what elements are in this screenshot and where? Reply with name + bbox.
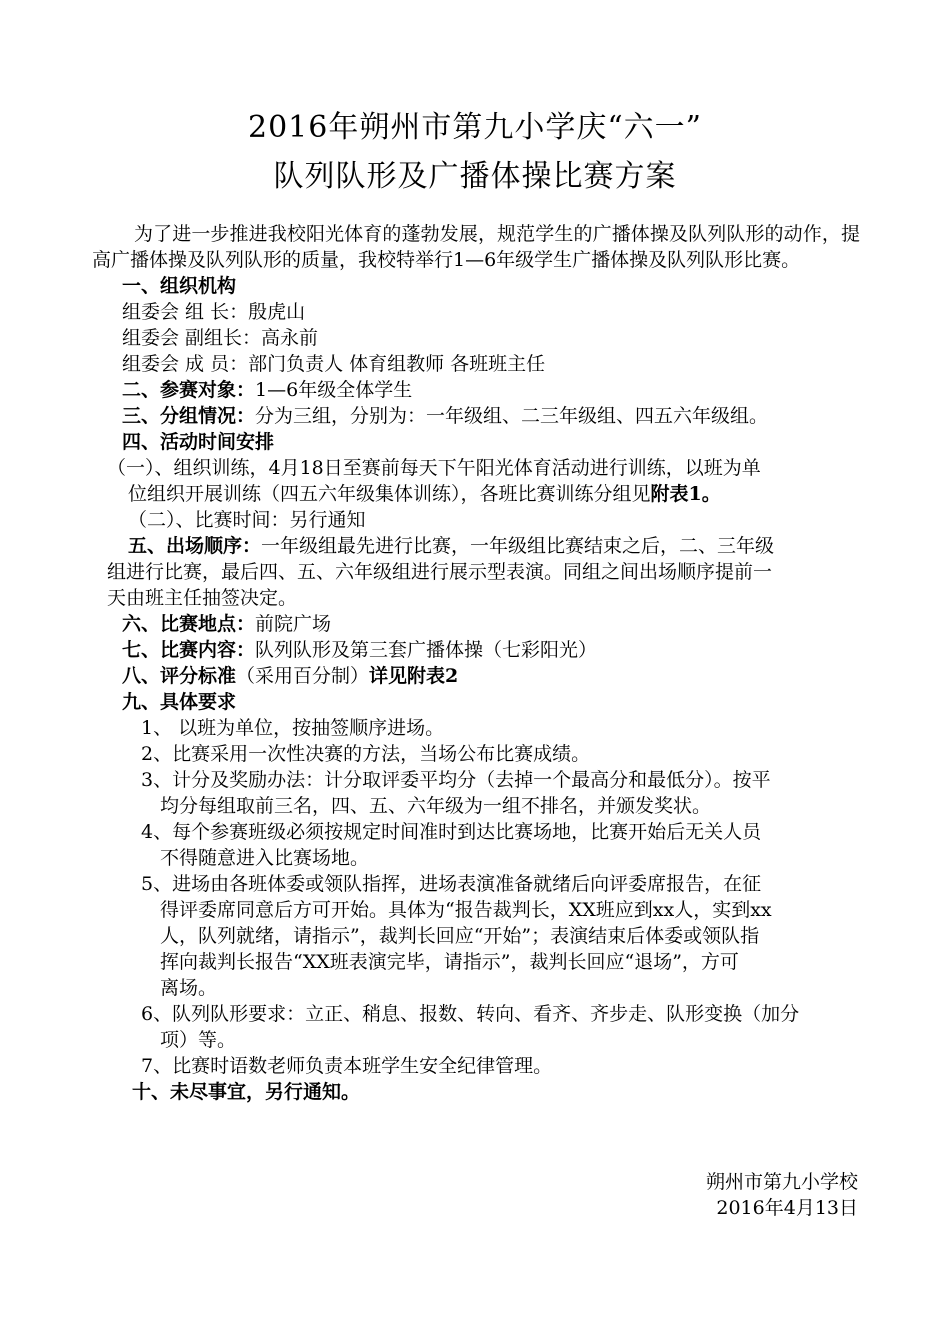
appendix-1-ref: 附表1。 bbox=[650, 483, 721, 505]
section-10-heading: 十、未尽事宜，另行通知。 bbox=[132, 1081, 361, 1103]
section-8-heading: 八、评分标准 bbox=[122, 665, 237, 687]
requirement-5-line-5: 离场。 bbox=[160, 977, 218, 999]
section-4-item-1-text: 位组织开展训练（四五六年级集体训练），各班比赛训练分组见 bbox=[128, 483, 651, 505]
title-line-1: 2016年朔州市第九小学庆“六一” bbox=[247, 110, 703, 145]
section-5-text-1: 一年级组最先进行比赛，一年级组比赛结束之后，二、三年级 bbox=[261, 535, 775, 557]
requirement-5-line-1: 5、进场由各班体委或领队指挥，进场表演准备就绪后向评委席报告，在征 bbox=[141, 873, 762, 895]
committee-leader: 组委会 组 长：殷虎山 bbox=[122, 301, 306, 323]
requirement-6-line-1: 6、队列队形要求：立正、稍息、报数、转向、看齐、齐步走、队形变换（加分 bbox=[141, 1003, 800, 1025]
intro-paragraph: 为了进一步推进我校阳光体育的蓬勃发展，规范学生的广播体操及队列队形的动作，提高广播体操及队列队形的质量，我校特举行1—6年级学生广播体操及队列队形比赛。 bbox=[92, 223, 860, 271]
requirement-1: 1、 以班为单位，按抽签顺序进场。 bbox=[141, 717, 445, 739]
requirement-5-line-2: 得评委席同意后方可开始。具体为“报告裁判长，XX班应到xx人，实到xx bbox=[160, 899, 772, 921]
section-3-heading: 三、分组情况： bbox=[122, 405, 256, 427]
section-6-text: 前院广场 bbox=[255, 613, 332, 635]
requirement-3-line-2: 均分每组取前三名，四、五、六年级为一组不排名，并颁发奖状。 bbox=[160, 795, 712, 817]
section-1-heading: 一、组织机构 bbox=[122, 275, 237, 297]
section-2-text: 1—6年级全体学生 bbox=[255, 379, 413, 401]
document-body bbox=[0, 221, 950, 1105]
section-2 bbox=[122, 377, 950, 403]
requirement-3-line-1: 3、计分及奖励办法：计分取评委平均分（去掉一个最高分和最低分）。按平 bbox=[141, 769, 771, 791]
committee-members: 组委会 成 员：部门负责人 体育组教师 各班班主任 bbox=[122, 353, 546, 375]
section-3-text: 分为三组，分别为：一年级组、二三年级组、四五六年级组。 bbox=[255, 405, 769, 427]
section-9-heading: 九、具体要求 bbox=[122, 691, 237, 713]
section-6 bbox=[122, 611, 950, 637]
section-5-line-3: 天由班主任抽签决定。 bbox=[107, 587, 298, 609]
requirement-5-line-3: 人，队列就绪，请指示”，裁判长回应“开始”；表演结束后体委或领队指 bbox=[160, 925, 760, 947]
signature-date: 2016年4月13日 bbox=[716, 1197, 858, 1219]
requirement-4-line-1: 4、每个参赛班级必须按规定时间准时到达比赛场地，比赛开始后无关人员 bbox=[141, 821, 762, 843]
section-8-text: （采用百分制） bbox=[236, 665, 370, 687]
section-4-item-1-line-1: （一）、组织训练，4月18日至赛前每天下午阳光体育活动进行训练，以班为单 bbox=[107, 457, 761, 479]
section-4-item-2: （二）、比赛时间：另行通知 bbox=[128, 509, 366, 531]
requirement-4-line-2: 不得随意进入比赛场地。 bbox=[160, 847, 370, 869]
section-5-heading: 五、出场顺序： bbox=[128, 535, 262, 557]
section-4-heading: 四、活动时间安排 bbox=[122, 431, 275, 453]
section-5-line-1 bbox=[128, 533, 950, 559]
title-line-2: 队列队形及广播体操比赛方案 bbox=[273, 159, 677, 194]
section-8 bbox=[122, 663, 950, 689]
requirement-2: 2、比赛采用一次性决赛的方法，当场公布比赛成绩。 bbox=[141, 743, 591, 765]
committee-deputy: 组委会 副组长：高永前 bbox=[122, 327, 319, 349]
section-7-text: 队列队形及第三套广播体操（七彩阳光） bbox=[255, 639, 598, 661]
requirement-7: 7、比赛时语数老师负责本班学生安全纪律管理。 bbox=[141, 1055, 553, 1077]
appendix-2-ref: 详见附表2 bbox=[369, 665, 459, 687]
requirement-5-line-4: 挥向裁判长报告“XX班表演完毕，请指示”，裁判长回应“退场”，方可 bbox=[160, 951, 739, 973]
section-4-item-1-line-2 bbox=[128, 481, 950, 507]
section-5-line-2: 组进行比赛，最后四、五、六年级组进行展示型表演。同组之间出场顺序提前一 bbox=[107, 561, 773, 583]
signature-org: 朔州市第九小学校 bbox=[705, 1171, 858, 1193]
section-6-heading: 六、比赛地点： bbox=[122, 613, 256, 635]
section-7 bbox=[122, 637, 950, 663]
section-7-heading: 七、比赛内容： bbox=[122, 639, 256, 661]
section-2-heading: 二、参赛对象： bbox=[122, 379, 256, 401]
requirement-6-line-2: 项）等。 bbox=[160, 1029, 237, 1051]
section-3 bbox=[122, 403, 950, 429]
